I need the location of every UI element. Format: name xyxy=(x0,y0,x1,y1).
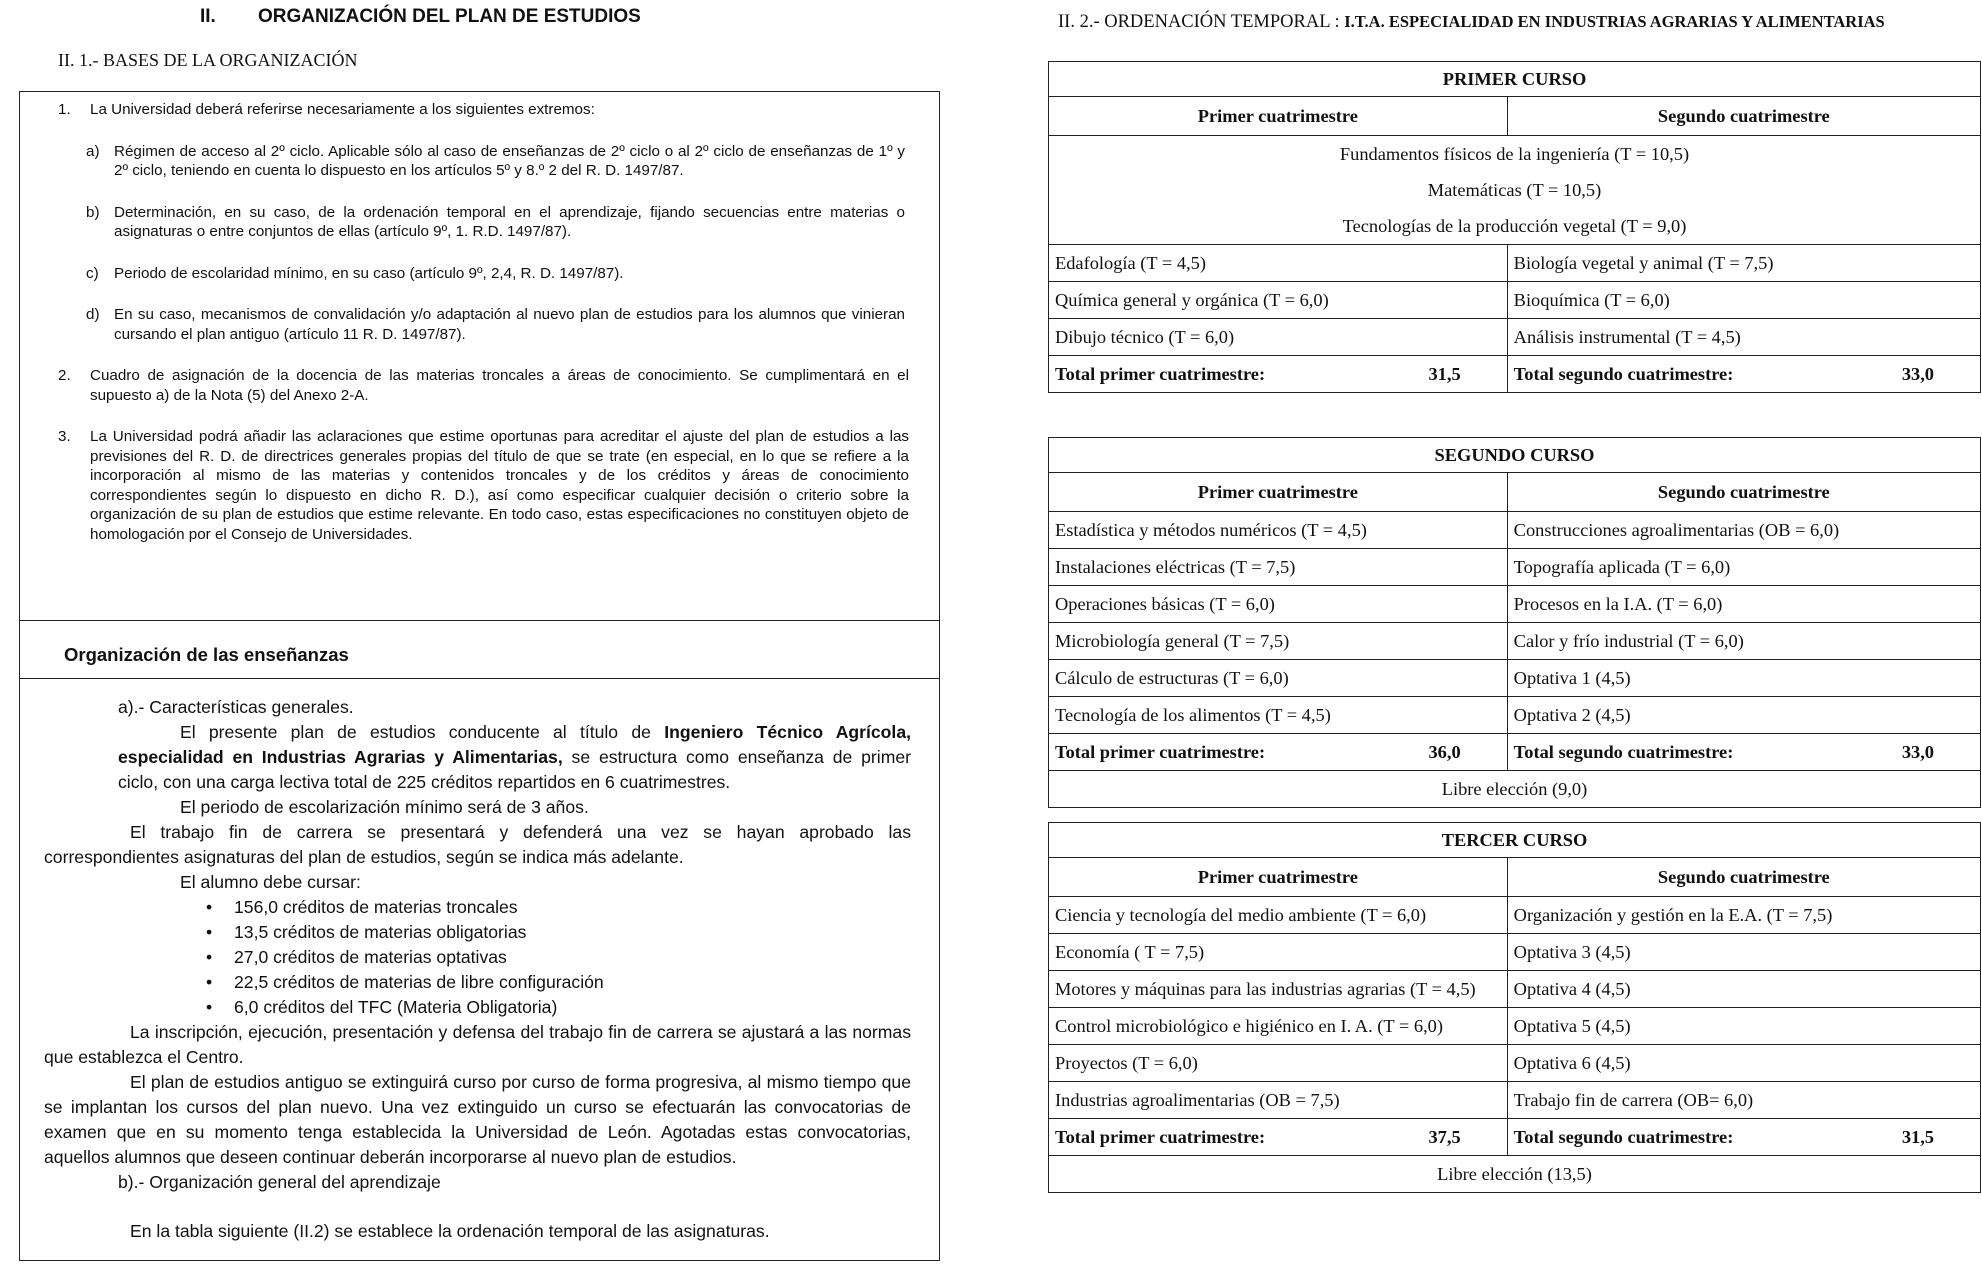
subsection-a-title: a).- Características generales. xyxy=(118,697,354,717)
column-header: Segundo cuatrimestre xyxy=(1507,858,1980,897)
table-row: Instalaciones eléctricas (T = 7,5) Topografía aplicada (T = 6,0) xyxy=(1049,549,1981,586)
column-header: Segundo cuatrimestre xyxy=(1507,97,1980,136)
table-row: Proyectos (T = 6,0) Optativa 6 (4,5) xyxy=(1049,1045,1981,1082)
table-cell: Matemáticas (T = 10,5) xyxy=(1049,172,1981,208)
libre-eleccion: Libre elección (13,5) xyxy=(1049,1156,1981,1193)
table-row: Estadística y métodos numéricos (T = 4,5) Construcciones agroalimentarias (OB = 6,0) xyxy=(1049,512,1981,549)
sub-item-d: d) En su caso, mecanismos de convalidación y/o adaptación al nuevo plan de estudios para los alumnos que vinieran cursando el plan antiguo (artículo 11 R. D. 1497/87). xyxy=(86,306,905,343)
table-cell: Tecnologías de la producción vegetal (T = 9,0) xyxy=(1049,208,1981,245)
list-item: • 22,5 créditos de materias de libre configuración xyxy=(44,970,911,995)
table-row: Operaciones básicas (T = 6,0) Procesos en la I.A. (T = 6,0) xyxy=(1049,586,1981,623)
course-title: TERCER CURSO xyxy=(1049,823,1981,858)
column-header: Primer cuatrimestre xyxy=(1049,858,1508,897)
paragraph: El presente plan de estudios conducente al título de Ingeniero Técnico Agrícola, especialidad en Industrias Agrarias y Alimentarias, se estructura como enseñanza de primer ciclo, con una carga lectiva total de 225 créditos repartidos en 6 cuatrimestres. xyxy=(118,722,912,792)
table-tercer-curso xyxy=(1048,822,1981,1193)
table-row: Dibujo técnico (T = 6,0) Análisis instrumental (T = 4,5) xyxy=(1049,319,1981,356)
table-row: Química general y orgánica (T = 6,0) Bioquímica (T = 6,0) xyxy=(1049,282,1981,319)
total-row: Total primer cuatrimestre: 37,5 Total segundo cuatrimestre: 31,5 xyxy=(1049,1119,1981,1156)
table-row: Motores y máquinas para las industrias agrarias (T = 4,5) Optativa 4 (4,5) xyxy=(1049,971,1981,1008)
sub-item-a: a) Régimen de acceso al 2º ciclo. Aplicable sólo al caso de enseñanzas de 2º ciclo o al 2º ciclo de enseñanzas de 1º y 2º ciclo, teniendo en cuenta lo dispuesto en los artículos 5º y 8.º 2 del R. D. 1497/87. xyxy=(86,142,905,179)
list-item: • 13,5 créditos de materias obligatorias xyxy=(44,920,911,945)
table-segundo-curso xyxy=(1048,437,1981,808)
total-row: Total primer cuatrimestre: 31,5 Total segundo cuatrimestre: 33,0 xyxy=(1049,356,1981,393)
list-item: • 27,0 créditos de materias optativas xyxy=(44,945,911,970)
paragraph: El plan de estudios antiguo se extinguirá curso por curso de forma progresiva, al mismo tiempo que se implantan los cursos del plan nuevo. Una vez extinguido un curso se efectuarán las convocatorias de examen que en su momento tenga establecida la Universidad de León. Agotadas estas convocatorias, aquellos alumnos que deseen continuar deberán incorporarse al nuevo plan de estudios. xyxy=(44,1072,911,1167)
course-title: SEGUNDO CURSO xyxy=(1049,438,1981,473)
paragraph: El alumno debe cursar: xyxy=(180,872,361,892)
table-row: Cálculo de estructuras (T = 6,0) Optativa 1 (4,5) xyxy=(1049,660,1981,697)
list-item: 2. Cuadro de asignación de la docencia de las materias troncales a áreas de conocimiento. Se cumplimentará en el supuesto a) de la Nota (5) del Anexo 2-A. xyxy=(58,367,909,404)
table-row: Microbiología general (T = 7,5) Calor y frío industrial (T = 6,0) xyxy=(1049,623,1981,660)
table-primer-curso xyxy=(1048,61,1981,393)
column-header: Primer cuatrimestre xyxy=(1049,97,1508,136)
table-row: Edafología (T = 4,5) Biología vegetal y animal (T = 7,5) xyxy=(1049,245,1981,282)
sub-item-b: b) Determinación, en su caso, de la ordenación temporal en el aprendizaje, fijando secuencias entre materias o asignaturas o entre conjuntos de ellas (artículo 9º, 1. R.D. 1497/87). xyxy=(86,203,905,240)
organization-heading: Organización de las enseñanzas xyxy=(19,621,940,678)
list-item: • 6,0 créditos del TFC (Materia Obligatoria) xyxy=(44,995,911,1020)
table-row: Economía ( T = 7,5) Optativa 3 (4,5) xyxy=(1049,934,1981,971)
table-row: Ciencia y tecnología del medio ambiente (T = 6,0) Organización y gestión en la E.A. (T = 7,5) xyxy=(1049,897,1981,934)
paragraph: El trabajo fin de carrera se presentará y defenderá una vez se hayan aprobado las correspondientes asignaturas del plan de estudios, según se indica más adelante. xyxy=(44,822,911,867)
column-header: Segundo cuatrimestre xyxy=(1507,473,1980,512)
total-row: Total primer cuatrimestre: 36,0 Total segundo cuatrimestre: 33,0 xyxy=(1049,734,1981,771)
list-item: 1. La Universidad deberá referirse necesariamente a los siguientes extremos: xyxy=(58,101,595,118)
paragraph: El periodo de escolarización mínimo será de 3 años. xyxy=(180,797,589,817)
section-title: ORGANIZACIÓN DEL PLAN DE ESTUDIOS xyxy=(258,6,641,27)
left-page xyxy=(0,0,960,1266)
column-header: Primer cuatrimestre xyxy=(1049,473,1508,512)
section-heading xyxy=(200,6,641,28)
section-number: II. xyxy=(200,6,216,27)
list-item: 3. La Universidad podrá añadir las aclaraciones que estime oportunas para acreditar el ajuste del plan de estudios a las previsiones del R. D. de directrices generales propias del título de que se trate (en especial, en lo que se refiere a la incorporación al mismo de las materias y contenidos troncales y de los créditos y áreas de conocimiento correspondientes según lo dispuesto en dicho R. D.), así como especificar cualquier decisión o criterio sobre la organización de su plan de estudios que estime relevante. En todo caso, estas especificaciones no constituyen objeto de homologación por el Consejo de Universidades. xyxy=(58,428,909,543)
bases-box xyxy=(19,91,940,621)
table-row: Industrias agroalimentarias (OB = 7,5) Trabajo fin de carrera (OB= 6,0) xyxy=(1049,1082,1981,1119)
table-cell: Fundamentos físicos de la ingeniería (T = 10,5) xyxy=(1049,136,1981,173)
table-row: Control microbiológico e higiénico en I. A. (T = 6,0) Optativa 5 (4,5) xyxy=(1049,1008,1981,1045)
course-title: PRIMER CURSO xyxy=(1049,62,1981,97)
right-page xyxy=(1000,0,1982,1266)
table-row: Tecnología de los alimentos (T = 4,5) Optativa 2 (4,5) xyxy=(1049,697,1981,734)
organization-box xyxy=(19,678,940,1261)
libre-eleccion: Libre elección (9,0) xyxy=(1049,771,1981,808)
subsection-heading: II. 1.- BASES DE LA ORGANIZACIÓN xyxy=(58,50,358,70)
table-section-title: II. 2.- ORDENACIÓN TEMPORAL : I.T.A. ESPECIALIDAD EN INDUSTRIAS AGRARIAS Y ALIMENTARIAS xyxy=(1058,12,1885,32)
paragraph: En la tabla siguiente (II.2) se establece la ordenación temporal de las asignaturas. xyxy=(130,1221,770,1241)
paragraph: La inscripción, ejecución, presentación y defensa del trabajo fin de carrera se ajustará a las normas que establezca el Centro. xyxy=(44,1022,911,1067)
list-item: • 156,0 créditos de materias troncales xyxy=(44,895,911,920)
sub-item-c: c) Periodo de escolaridad mínimo, en su caso (artículo 9º, 2,4, R. D. 1497/87). xyxy=(86,264,624,282)
subsection-b-title: b).- Organización general del aprendizaje xyxy=(118,1172,441,1192)
